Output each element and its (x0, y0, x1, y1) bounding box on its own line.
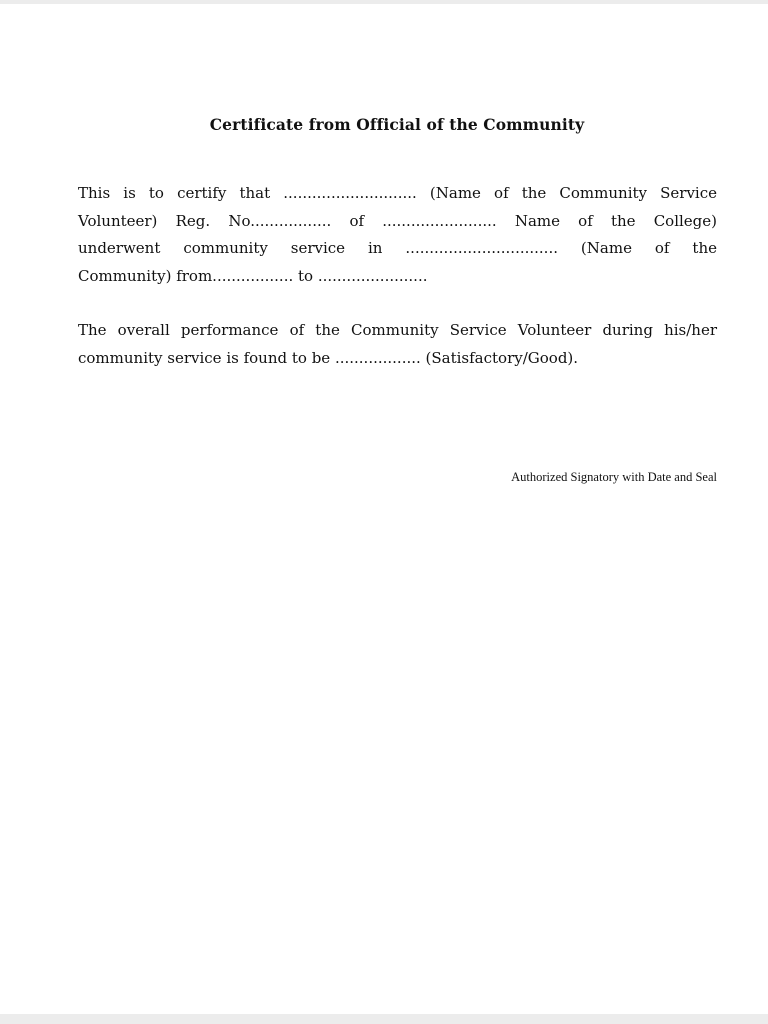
performance-paragraph (78, 317, 717, 372)
certification-paragraph (78, 180, 717, 290)
bottom-edge (0, 1014, 768, 1024)
page-title: Certificate from Official of the Community (209, 115, 585, 134)
paragraph-line: The overall performance of the Community Service Volunteer during his/her (78, 321, 717, 339)
paragraph-line: Volunteer) Reg. No................. of ........................ Name of the College) (78, 211, 717, 230)
paragraph-line: Community) from................. to ....................... (78, 266, 428, 285)
paragraph-line: underwent community service in ................................ (Name of the (78, 239, 717, 257)
paragraph-line: This is to certify that ............................ (Name of the Community Service (78, 184, 717, 202)
paragraph-line: community service is found to be .................. (Satisfactory/Good). (78, 348, 579, 367)
authorized-signatory-label: Authorized Signatory with Date and Seal (511, 470, 717, 484)
